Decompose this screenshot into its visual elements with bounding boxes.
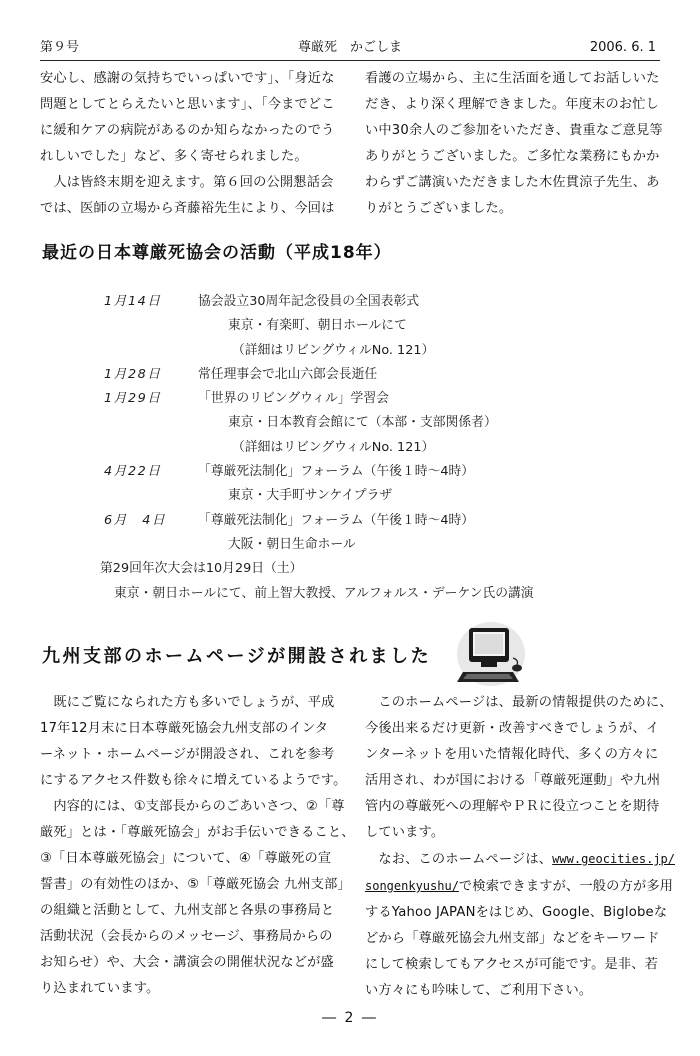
activity-date: 6月 4日 <box>104 512 167 528</box>
text-line: 活用され、わが国における「尊厳死運動」や九州 <box>365 773 661 788</box>
annual-meeting-note: 第29回年次大会は10月29日（土） <box>100 561 303 577</box>
activity-date: 1月14日 <box>104 294 162 309</box>
text-line: わらずご講演いただきました木佐貫涼子先生、あ <box>365 175 660 190</box>
text-line: しています。 <box>365 825 445 840</box>
text-segment: で検索できますが、一般の方が多用 <box>458 879 674 894</box>
text-line: い方々にも吟味して、ご利用下さい。 <box>365 983 593 998</box>
bottom-right-column <box>365 690 675 1004</box>
text-line: ンターネットを用いた情報化時代、多くの方々に <box>365 747 659 762</box>
text-line: にして検索してもアクセスが可能です。是非、若 <box>365 957 659 972</box>
text-line <box>365 846 675 873</box>
text-line: 安心し、感謝の気持ちでいっぱいです」、「身近な <box>40 71 335 86</box>
text-line <box>365 873 674 900</box>
text-line: ありがとうございました。ご多忙な業務にもかか <box>365 149 660 164</box>
text-line: 既にご覧になられた方も多いでしょうが、平成 <box>40 695 335 710</box>
homepage-heading: 九州支部のホームページが開設されました <box>42 646 432 667</box>
text-line: するYahoo JAPANをはじめ、Google、Biglobeな <box>365 905 668 920</box>
activities-list <box>100 290 640 606</box>
newsletter-title: 尊厳死 かごしま <box>297 40 402 55</box>
activities-heading: 最近の日本尊厳死協会の活動（平成18年） <box>42 243 392 263</box>
page-header <box>40 38 660 61</box>
text-line: お知らせ）や、大会・講演会の開催状況などが盛 <box>40 955 334 970</box>
text-line: 活動状況（会長からのメッセージ、事務局からの <box>40 929 333 944</box>
text-line: では、医師の立場から斉藤裕先生により、今回は <box>40 201 335 216</box>
activity-text: 協会設立30周年記念役員の全国表彰式 <box>198 294 420 309</box>
activity-date: 1月29日 <box>104 391 162 407</box>
page-number: ― 2 ― <box>322 1010 378 1026</box>
homepage-url-link[interactable]: www.geocities.jp/ <box>552 852 675 866</box>
computer-icon <box>447 616 527 696</box>
text-line: 誓書」の有効性のほか、⑤「尊厳死協会 九州支部」 <box>40 877 351 892</box>
text-line: 人は皆終末期を迎えます。第６回の公開懇話会 <box>40 175 334 190</box>
activity-detail: （詳細はリビングウィルNo. 121） <box>232 342 435 358</box>
annual-meeting-detail: 東京・朝日ホールにて、前上智大教授、アルフォルス・デーケン氏の講演 <box>114 585 534 601</box>
activity-text: 「世界のリビングウィル」学習会 <box>198 391 389 407</box>
text-line: だき、より深く理解できました。年度末のお忙し <box>365 97 659 112</box>
text-line: 今後出来るだけ更新・改善すべきでしょうが、イ <box>365 721 660 736</box>
text-line: 17年12月末に日本尊厳死協会九州支部のインタ <box>40 721 329 736</box>
text-line: このホームページは、最新の情報提供のために、 <box>365 695 673 710</box>
text-line: 看護の立場から、主に生活面を通してお話しいた <box>365 71 660 86</box>
issue-number: 第９号 <box>40 40 80 55</box>
top-left-column <box>40 66 345 222</box>
activity-detail: 東京・大手町サンケイプラザ <box>228 488 393 504</box>
activity-detail: 東京・日本教育会館にて（本部・支部関係者） <box>228 415 497 431</box>
activity-detail: 東京・有楽町、朝日ホールにて <box>228 318 407 334</box>
text-line: どから「尊厳死協会九州支部」などをキーワード <box>365 931 660 946</box>
homepage-url-link-cont[interactable]: songenkyushu/ <box>365 879 459 893</box>
text-line: にするアクセス件数も徐々に増えているようです。 <box>40 773 347 788</box>
activity-entry <box>100 363 640 387</box>
text-line: れしいでした」など、多く寄せられました。 <box>40 149 308 164</box>
activity-entry <box>100 290 640 314</box>
text-line: 内容的には、①支部長からのごあいさつ、②「尊 <box>40 799 345 814</box>
issue-date: 2006. 6. 1 <box>589 40 656 55</box>
bottom-left-column <box>40 690 355 1002</box>
text-line: り込まれています。 <box>40 981 160 996</box>
top-right-column <box>365 66 665 222</box>
text-line: 厳死」とは・「尊厳死協会」がお手伝いできること、 <box>40 825 355 840</box>
text-line: りがとうございました。 <box>365 201 513 216</box>
text-line: ーネット・ホームページが開設され、これを参考 <box>40 747 335 762</box>
activity-entry <box>100 387 640 411</box>
activity-text: 「尊厳死法制化」フォーラム（午後１時〜4時） <box>198 464 475 480</box>
text-line: 問題としてとらえたいと思います」、「今までどこ <box>40 97 335 112</box>
text-line: い中30余人のご参加をいただき、貴重なご意見等 <box>365 123 663 138</box>
activity-text: 「尊厳死法制化」フォーラム（午後１時〜4時） <box>198 512 475 528</box>
activity-text: 常任理事会で北山六郎会長逝任 <box>198 366 378 382</box>
text-segment: なお、このホームページは、 <box>365 852 553 867</box>
text-line: に緩和ケアの病院があるのか知らなかったのでう <box>40 123 335 138</box>
activity-detail: 大阪・朝日生命ホール <box>228 536 356 552</box>
activity-date: 1月28日 <box>104 366 162 382</box>
text-line: 管内の尊厳死への理解やＰＲに役立つことを期待 <box>365 799 660 814</box>
activity-detail: （詳細はリビングウィルNo. 121） <box>232 439 435 455</box>
text-line: の組織と活動として、九州支部と各県の事務局と <box>40 903 335 918</box>
activity-entry <box>100 509 640 533</box>
activity-entry <box>100 460 640 484</box>
text-line: ③「日本尊厳死協会」について、④「尊厳死の宣 <box>40 851 332 866</box>
activity-date: 4月22日 <box>104 464 162 480</box>
